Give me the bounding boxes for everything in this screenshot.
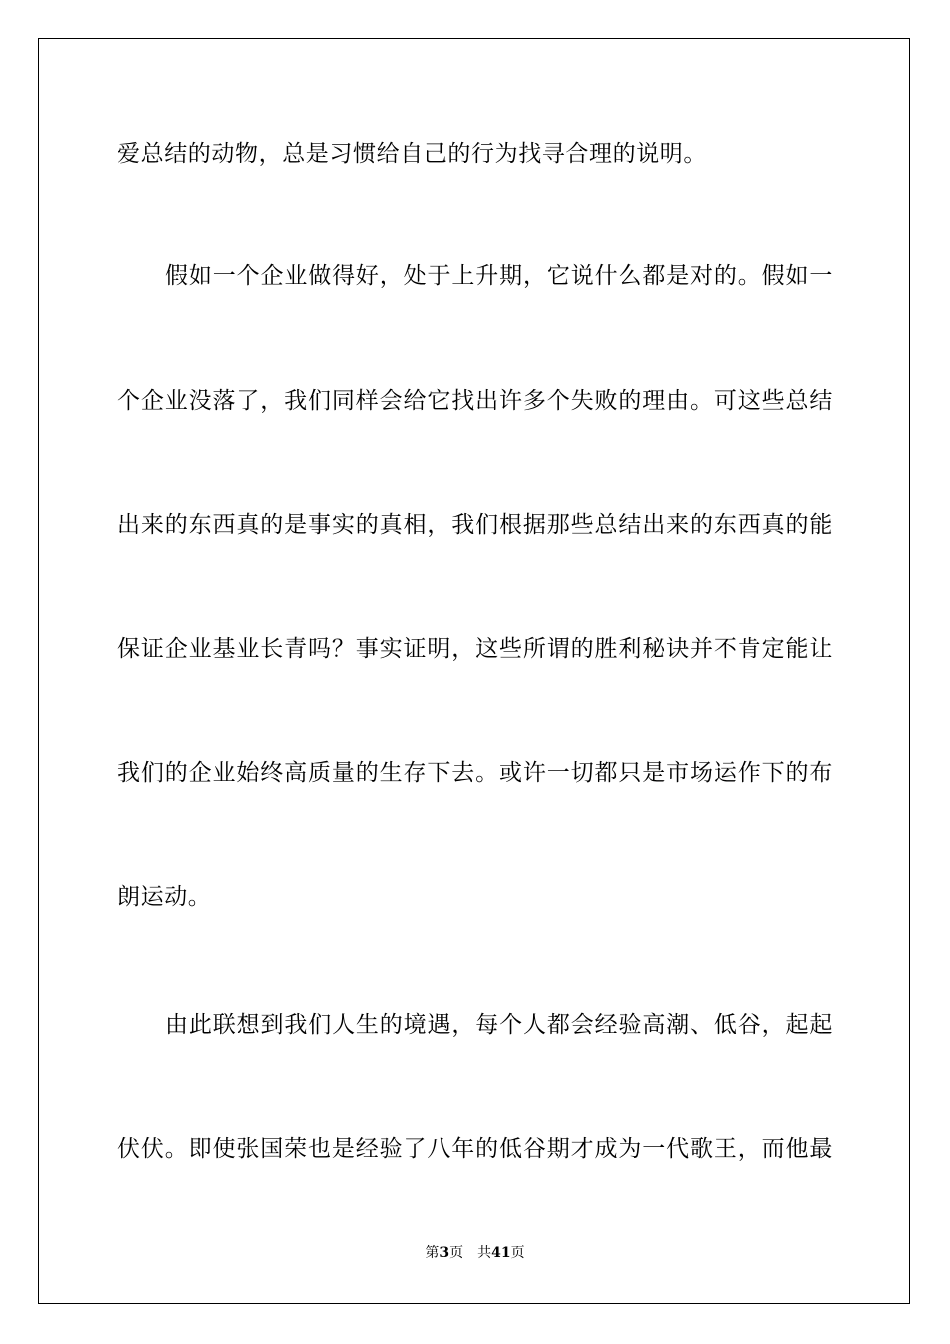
text-line-9: 伏伏。即使张国荣也是经验了八年的低谷期才成为一代歌王，而他最 (117, 1136, 833, 1162)
total-suffix: 页 (510, 1245, 525, 1261)
total-pages: 41 (491, 1245, 511, 1261)
text-line-3: 个企业没落了，我们同样会给它找出许多个失败的理由。可这些总结 (117, 388, 833, 414)
text-line-7: 朗运动。 (117, 884, 212, 910)
text-line-2: 假如一个企业做得好，处于上升期，它说什么都是对的。假如一 (165, 263, 833, 289)
page-number: 3 (439, 1245, 450, 1261)
total-prefix: 共 (477, 1245, 492, 1261)
text-line-1: 爱总结的动物，总是习惯给自己的行为找寻合理的说明。 (117, 141, 707, 167)
text-line-4: 出来的东西真的是事实的真相，我们根据那些总结出来的东西真的能 (117, 512, 833, 538)
page-suffix: 页 (449, 1245, 464, 1261)
text-line-5: 保证企业基业长青吗？事实证明，这些所谓的胜利秘诀并不肯定能让 (117, 636, 833, 662)
text-line-8: 由此联想到我们人生的境遇，每个人都会经验高潮、低谷，起起 (165, 1012, 833, 1038)
page-border (38, 38, 910, 1304)
page-prefix: 第 (425, 1245, 440, 1261)
page-footer (0, 1244, 950, 1262)
text-line-6: 我们的企业始终高质量的生存下去。或许一切都只是市场运作下的布 (117, 760, 833, 786)
